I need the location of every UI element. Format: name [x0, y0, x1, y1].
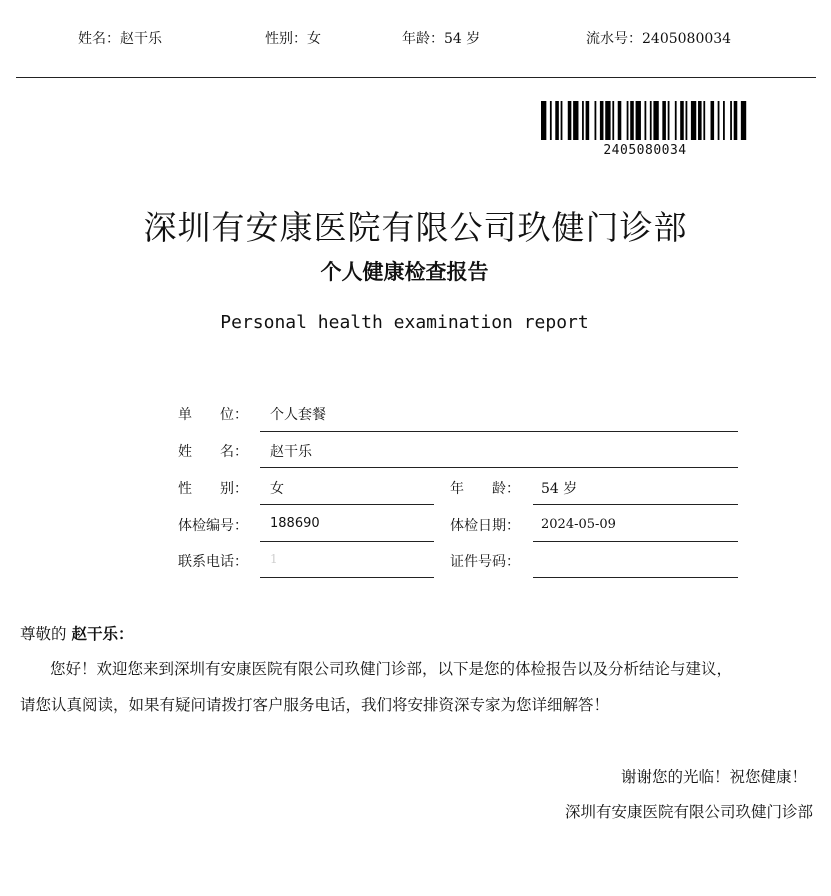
exam-date-underline [533, 541, 738, 542]
report-title-english: Personal health examination report [220, 312, 589, 333]
salutation-prefix: 尊敬的 [20, 625, 67, 643]
header-name: 姓名：赵干乐 [78, 31, 162, 47]
phone-label: 联系电话： [178, 554, 248, 570]
letter-line-2: 请您认真阅读，如果有疑问请拨打客户服务电话，我们将安排资深专家为您详细解答！ [20, 696, 610, 714]
exam-number-value: 188690 [270, 516, 320, 531]
header-serial-number: 流水号：2405080034 [586, 31, 732, 47]
age-underline [533, 504, 738, 505]
gender-label: 性 别： [178, 481, 248, 497]
name-label: 姓 名： [178, 444, 248, 460]
gender-value: 女 [270, 481, 284, 497]
name-value: 赵干乐 [270, 444, 312, 460]
unit-value: 个人套餐 [270, 407, 326, 423]
exam-date-value: 2024-05-09 [541, 517, 616, 532]
closing-signature: 深圳有安康医院有限公司玖健门诊部 [564, 803, 813, 821]
salutation [20, 622, 133, 644]
header-gender: 性别：女 [265, 31, 321, 47]
salutation-name: 赵干乐： [71, 624, 134, 643]
report-title-chinese: 个人健康检查报告 [320, 260, 489, 284]
barcode [541, 101, 748, 140]
letter-line-1: 您好！欢迎您来到深圳有安康医院有限公司玖健门诊部，以下是您的体检报告以及分析结论与建议， [50, 660, 733, 678]
unit-label: 单 位： [178, 407, 248, 423]
header-divider [16, 77, 816, 78]
phone-value: 1 [270, 552, 278, 566]
header-age: 年龄：54 岁 [402, 31, 481, 47]
institution-name: 深圳有安康医院有限公司玖健门诊部 [143, 208, 688, 247]
exam-date-label: 体检日期： [450, 518, 520, 534]
id-number-underline [533, 577, 738, 578]
age-value: 54 岁 [541, 481, 578, 497]
exam-number-label: 体检编号： [178, 518, 248, 534]
barcode-number: 2405080034 [603, 143, 687, 158]
exam-number-underline [260, 541, 434, 542]
id-number-label: 证件号码： [450, 554, 520, 570]
gender-underline [260, 504, 434, 505]
phone-underline [260, 577, 434, 578]
name-underline [260, 467, 738, 468]
unit-underline [260, 431, 738, 432]
age-label: 年 龄： [450, 481, 520, 497]
closing-thanks: 谢谢您的光临！祝您健康！ [620, 768, 807, 786]
